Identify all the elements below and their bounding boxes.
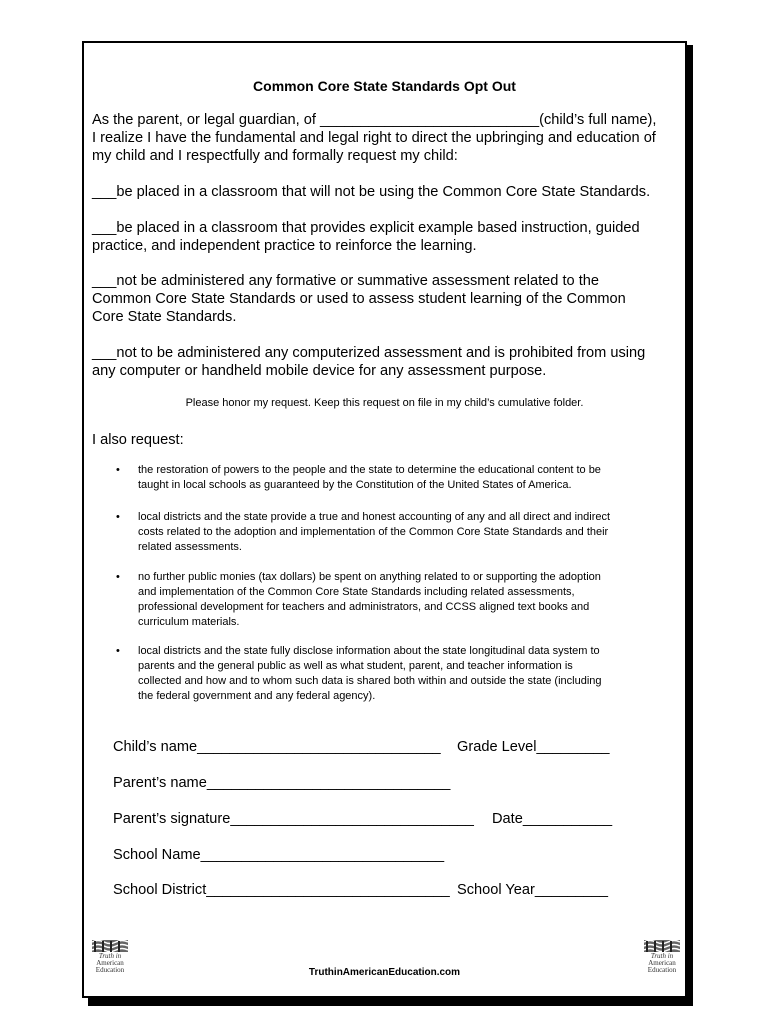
school-name-field[interactable]: School Name______________________________ bbox=[113, 847, 445, 863]
footer-url: TruthinAmericanEducation.com bbox=[308, 967, 461, 978]
bullet-line: taught in local schools as guaranteed by the Constitution of the United States of America. bbox=[138, 479, 572, 491]
request-line: Core State Standards. bbox=[92, 309, 237, 325]
logo-text-line: Truth in bbox=[650, 952, 674, 960]
parents-signature-field[interactable]: Parent’s signature______________________________ bbox=[113, 811, 474, 827]
school-district-field[interactable]: School District______________________________ bbox=[113, 882, 450, 898]
request-line: ___be placed in a classroom that will not be using the Common Core State Standards. bbox=[92, 184, 651, 200]
bullet-line: local districts and the state fully disclose information about the state longitudinal data system to bbox=[138, 645, 600, 657]
bullet-line: related assessments. bbox=[138, 541, 242, 553]
bullet-line: and implementation of the Common Core State Standards including related assessments, bbox=[138, 586, 575, 598]
honor-note: Please honor my request. Keep this request on file in my child’s cumulative folder. bbox=[185, 397, 584, 409]
request-line: practice, and independent practice to reinforce the learning. bbox=[92, 238, 477, 254]
request-line: any computer or handheld mobile device for any assessment purpose. bbox=[92, 363, 547, 379]
bullet-line: professional development for teachers and administrators, and CCSS aligned text books and bbox=[138, 601, 590, 613]
logo-text-line: American bbox=[648, 959, 676, 967]
bullet-line: parents and the general public as well as what student, parent, and teacher information is bbox=[138, 660, 573, 672]
request-line: ___be placed in a classroom that provides explicit example based instruction, guided bbox=[92, 220, 640, 236]
bullet-line: the restoration of powers to the people and the state to determine the educational content to be bbox=[138, 464, 601, 476]
school-year-field[interactable]: School Year_________ bbox=[457, 882, 608, 898]
intro-line: As the parent, or legal guardian, of ___________________________(child’s full name), bbox=[92, 112, 657, 128]
request-line: ___not to be administered any computerized assessment and is prohibited from using bbox=[92, 345, 646, 361]
logo-text-line: Education bbox=[95, 966, 125, 974]
request-item bbox=[92, 344, 684, 380]
bullet-line: no further public monies (tax dollars) be spent on anything related to or supporting the adoption bbox=[138, 571, 601, 583]
bullet-line: the federal government and any federal agency). bbox=[138, 690, 376, 702]
logo-text-line: Education bbox=[647, 966, 677, 974]
document-page bbox=[82, 41, 687, 998]
bullet-line: costs related to the adoption and implementation of the Common Core State Standards and their bbox=[138, 526, 609, 538]
logo-text-line: Truth in bbox=[98, 952, 122, 960]
grade-level-field[interactable]: Grade Level_________ bbox=[457, 739, 610, 755]
request-item bbox=[92, 219, 684, 255]
request-line: ___not be administered any formative or summative assessment related to the bbox=[92, 273, 599, 289]
also-request-heading: I also request: bbox=[92, 432, 184, 448]
request-item bbox=[92, 272, 684, 326]
date-field[interactable]: Date___________ bbox=[492, 811, 613, 827]
childs-name-field[interactable]: Child’s name______________________________ bbox=[113, 739, 441, 755]
intro-line: my child and I respectfully and formally request my child: bbox=[92, 148, 458, 164]
bullet-icon: • bbox=[116, 571, 120, 583]
bullet-line: local districts and the state provide a true and honest accounting of any and all direct and indirect bbox=[138, 511, 611, 523]
parents-name-field[interactable]: Parent’s name______________________________ bbox=[113, 775, 451, 791]
bullet-icon: • bbox=[116, 645, 120, 657]
document-title: Common Core State Standards Opt Out bbox=[253, 78, 516, 94]
intro-line: I realize I have the fundamental and legal right to direct the upbringing and education of bbox=[92, 130, 656, 146]
bullet-line: collected and how and to whom such data is shared both within and outside the state (including bbox=[138, 675, 602, 687]
intro-paragraph bbox=[92, 111, 684, 165]
logo-text-line: American bbox=[96, 959, 124, 967]
request-item bbox=[92, 183, 684, 201]
bullet-icon: • bbox=[116, 511, 120, 523]
bullet-icon: • bbox=[116, 464, 120, 476]
bullet-line: curriculum materials. bbox=[138, 616, 240, 628]
request-line: Common Core State Standards or used to assess student learning of the Common bbox=[92, 291, 626, 307]
